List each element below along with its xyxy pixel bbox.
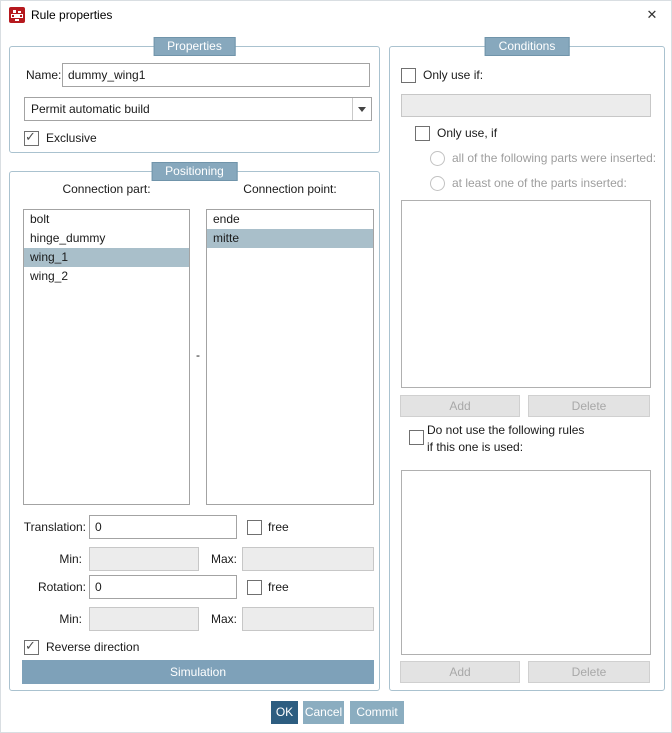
rules-list[interactable] (401, 470, 651, 655)
rotation-min-label: Min: (59, 612, 82, 626)
positioning-group (9, 164, 380, 691)
only-use-if-checkbox[interactable] (401, 68, 416, 83)
build-mode-value: Permit automatic build (31, 102, 150, 116)
list-item[interactable]: mitte (207, 229, 373, 248)
commit-button[interactable]: Commit (350, 701, 404, 724)
only-use-if-label: Only use if: (423, 68, 484, 82)
translation-label: Translation: (23, 520, 86, 534)
check-icon: ✓ (25, 638, 36, 653)
reverse-direction-checkbox[interactable] (24, 640, 39, 655)
only-use-if-input[interactable] (401, 94, 651, 117)
parts-list[interactable] (401, 200, 651, 388)
window-title: Rule properties (31, 8, 113, 22)
ok-button[interactable]: OK (271, 701, 298, 724)
conditions-group-header: Conditions (485, 37, 570, 56)
list-separator: - (196, 348, 200, 362)
rule-app-icon (9, 7, 25, 23)
connection-part-label: Connection part: (62, 182, 151, 196)
only-use-if2-checkbox[interactable] (415, 126, 430, 141)
name-label: Name: (26, 68, 62, 82)
all-parts-radio-label: all of the following parts were inserted: (452, 151, 657, 165)
do-not-use-label-line1: Do not use the following rules (427, 423, 585, 437)
translation-max-input[interactable] (242, 547, 374, 571)
close-icon[interactable]: ✕ (646, 7, 658, 22)
do-not-use-label-line2: if this one is used: (427, 440, 524, 454)
translation-free-checkbox[interactable] (247, 520, 262, 535)
rotation-max-label: Max: (210, 612, 237, 626)
reverse-direction-label: Reverse direction (46, 640, 140, 654)
connection-point-label: Connection point: (243, 182, 337, 196)
properties-group (9, 39, 380, 153)
check-icon: ✓ (25, 129, 36, 144)
translation-min-label: Min: (59, 552, 82, 566)
positioning-group-header: Positioning (151, 162, 238, 181)
name-input[interactable] (62, 63, 370, 87)
only-use-if2-label: Only use, if (437, 126, 498, 140)
rules-add-button[interactable]: Add (400, 661, 520, 683)
connection-part-list[interactable] (23, 209, 190, 505)
conditions-group (389, 39, 665, 691)
properties-group-header: Properties (153, 37, 236, 56)
translation-input[interactable] (89, 515, 237, 539)
rotation-free-label: free (268, 580, 289, 594)
list-item[interactable]: ende (213, 212, 240, 226)
simulation-button[interactable]: Simulation (22, 660, 374, 684)
translation-free-label: free (268, 520, 289, 534)
exclusive-label: Exclusive (46, 131, 97, 145)
do-not-use-label (427, 422, 584, 456)
translation-min-input[interactable] (89, 547, 199, 571)
parts-add-button[interactable]: Add (400, 395, 520, 417)
any-part-radio-label: at least one of the parts inserted: (452, 176, 627, 190)
build-mode-select[interactable] (24, 97, 372, 121)
any-part-radio[interactable] (430, 176, 445, 191)
cancel-button[interactable]: Cancel (303, 701, 344, 724)
title-bar (1, 1, 671, 29)
list-item[interactable]: bolt (30, 212, 50, 226)
translation-max-label: Max: (210, 552, 237, 566)
list-item[interactable]: wing_2 (30, 269, 69, 283)
chevron-down-icon[interactable] (352, 98, 371, 120)
all-parts-radio[interactable] (430, 151, 445, 166)
list-item[interactable]: hinge_dummy (30, 231, 106, 245)
list-item[interactable]: wing_1 (24, 248, 189, 267)
exclusive-checkbox[interactable] (24, 131, 39, 146)
do-not-use-checkbox[interactable] (409, 430, 424, 445)
connection-point-list[interactable] (206, 209, 374, 505)
rotation-free-checkbox[interactable] (247, 580, 262, 595)
rotation-min-input[interactable] (89, 607, 199, 631)
rules-delete-button[interactable]: Delete (528, 661, 650, 683)
rotation-input[interactable] (89, 575, 237, 599)
rotation-label: Rotation: (37, 580, 86, 594)
rotation-max-input[interactable] (242, 607, 374, 631)
parts-delete-button[interactable]: Delete (528, 395, 650, 417)
